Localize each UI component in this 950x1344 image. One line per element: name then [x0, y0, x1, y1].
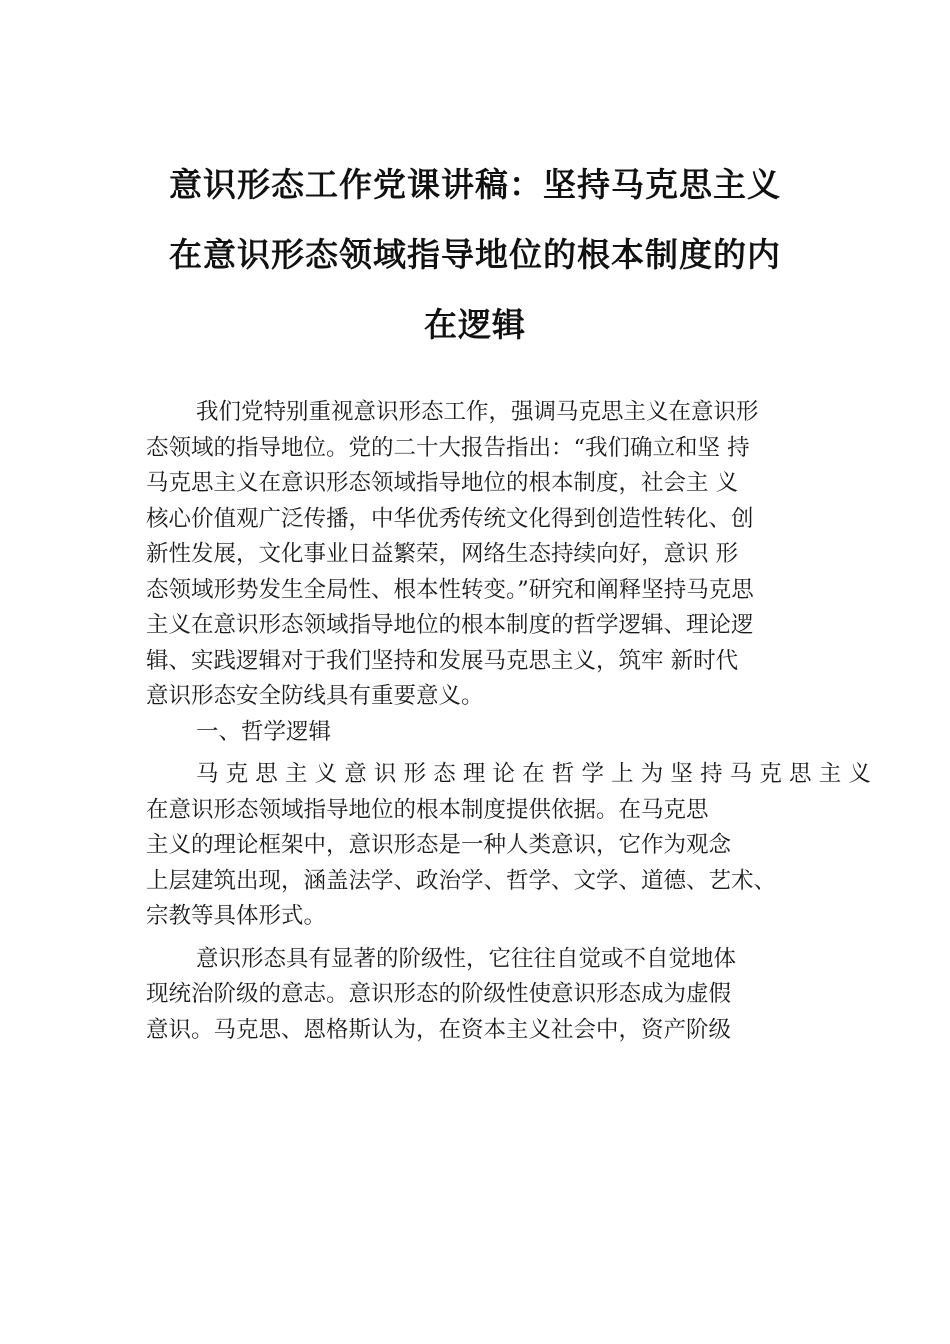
- paragraph-line: 马克思主义在意识形态领域指导地位的根本制度，社会主 义: [146, 470, 739, 496]
- paragraph-line: 我们党特别重视意识形态工作，强调马克思主义在意识形: [196, 399, 759, 425]
- paragraph-line: 核心价值观广泛传播，中华优秀传统文化得到创造性转化、创: [146, 505, 754, 532]
- paragraph-line: 态领域形势发生全局性、根本性转变。”研究和阐释坚持马克思: [146, 576, 754, 603]
- paragraph-line: 上层建筑出现，涵盖法学、政治学、哲学、文学、道德、艺术、: [146, 867, 777, 894]
- title-line-3: 在逻辑: [424, 305, 526, 344]
- paragraph-line: 意识。马克思、恩格斯认为，在资本主义社会中，资产阶级: [146, 1016, 732, 1043]
- paragraph-line: 宗教等具体形式。: [146, 903, 327, 929]
- paragraph-line: 主义在意识形态领域指导地位的根本制度的哲学逻辑、理论逻: [146, 612, 754, 638]
- title-line-2: 在意识形态领域指导地位的根本制度的内: [169, 235, 781, 274]
- paragraph-line: 辑、实践逻辑对于我们坚持和发展马克思主义，筑牢 新时代: [146, 647, 739, 674]
- document-title: [140, 150, 810, 360]
- paragraph-line: 新性发展，文化事业日益繁荣，网络生态持续向好，意识 形: [146, 541, 739, 567]
- paragraph-line: 态领域的指导地位。党的二十大报告指出：“我们确立和坚 持: [146, 434, 750, 461]
- section-heading-philosophy: [146, 715, 830, 751]
- paragraph-philosophy-1: [146, 757, 871, 935]
- paragraph-line: 在意识形态领域指导地位的根本制度提供依据。在马克思: [146, 796, 709, 823]
- paragraph-intro: [146, 395, 830, 715]
- section-heading: 一、哲学逻辑: [196, 718, 332, 745]
- paragraph-line: 马 克 思 主 义 意 识 形 态 理 论 在 哲 学 上 为 坚 持 马 克 思 主 义: [196, 761, 871, 787]
- title-line-1: 意识形态工作党课讲稿：坚持马克思主义: [169, 165, 781, 204]
- paragraph-line: 意识形态安全防线具有重要意义。: [146, 683, 484, 709]
- paragraph-line: 主义的理论框架中，意识形态是一种人类意识，它作为观念: [146, 832, 732, 858]
- paragraph-line: 意识形态具有显著的阶级性，它往往自觉或不自觉地体: [196, 945, 737, 972]
- paragraph-philosophy-2: [146, 942, 830, 1049]
- document-body: [146, 395, 871, 1048]
- paragraph-line: 现统治阶级的意志。意识形态的阶级性使意识形态成为虚假: [146, 981, 732, 1007]
